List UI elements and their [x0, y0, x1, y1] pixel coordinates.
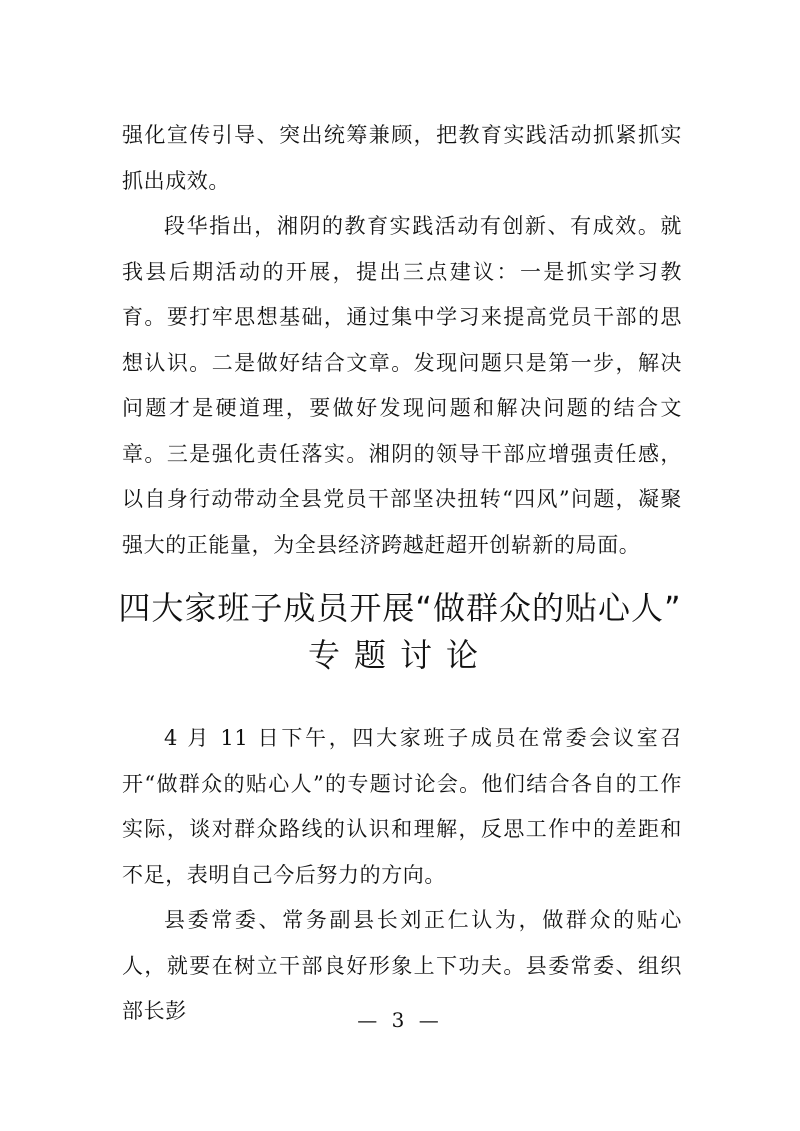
paragraph-liuzhengren: 县委常委、常务副县长刘正仁认为，做群众的贴心人，就要在树立干部良好形象上下功夫。县委常委、组织部长彭 [122, 908, 682, 1023]
heading-line-2: 专题讨论 [307, 636, 492, 674]
heading-line-1: 四大家班子成员开展“做群众的贴心人” [118, 589, 682, 627]
page-number: — 3 — [357, 1008, 443, 1032]
paragraph-duanhua: 段华指出，湘阴的教育实践活动有创新、有成效。就我县后期活动的开展，提出三点建议：一是抓实学习教育。要打牢思想基础，通过集中学习来提高党员干部的思想认识。二是做好结合文章。发现问题只是第一步，解决问题才是硬道理，要做好发现问题和解决问题的结合文章。三是强化责任落实。湘阴的领导干部应增强责任感，以自身行动带动全县党员干部坚决扭转“四风”问题，凝聚强大的正能量，为全县经济跨越赶超开创崭新的局面。 [122, 214, 682, 557]
paragraph-continuation: 强化宣传引导、突出统筹兼顾，把教育实践活动抓紧抓实抓出成效。 [122, 123, 682, 193]
paragraph-meeting: 4 月 11 日下午，四大家班子成员在常委会议室召开“做群众的贴心人”的专题讨论会。他们结合各自的工作实际，谈对群众路线的认识和理解，反思工作中的差距和不足，表明自己今后努力的方向。 [122, 726, 682, 887]
